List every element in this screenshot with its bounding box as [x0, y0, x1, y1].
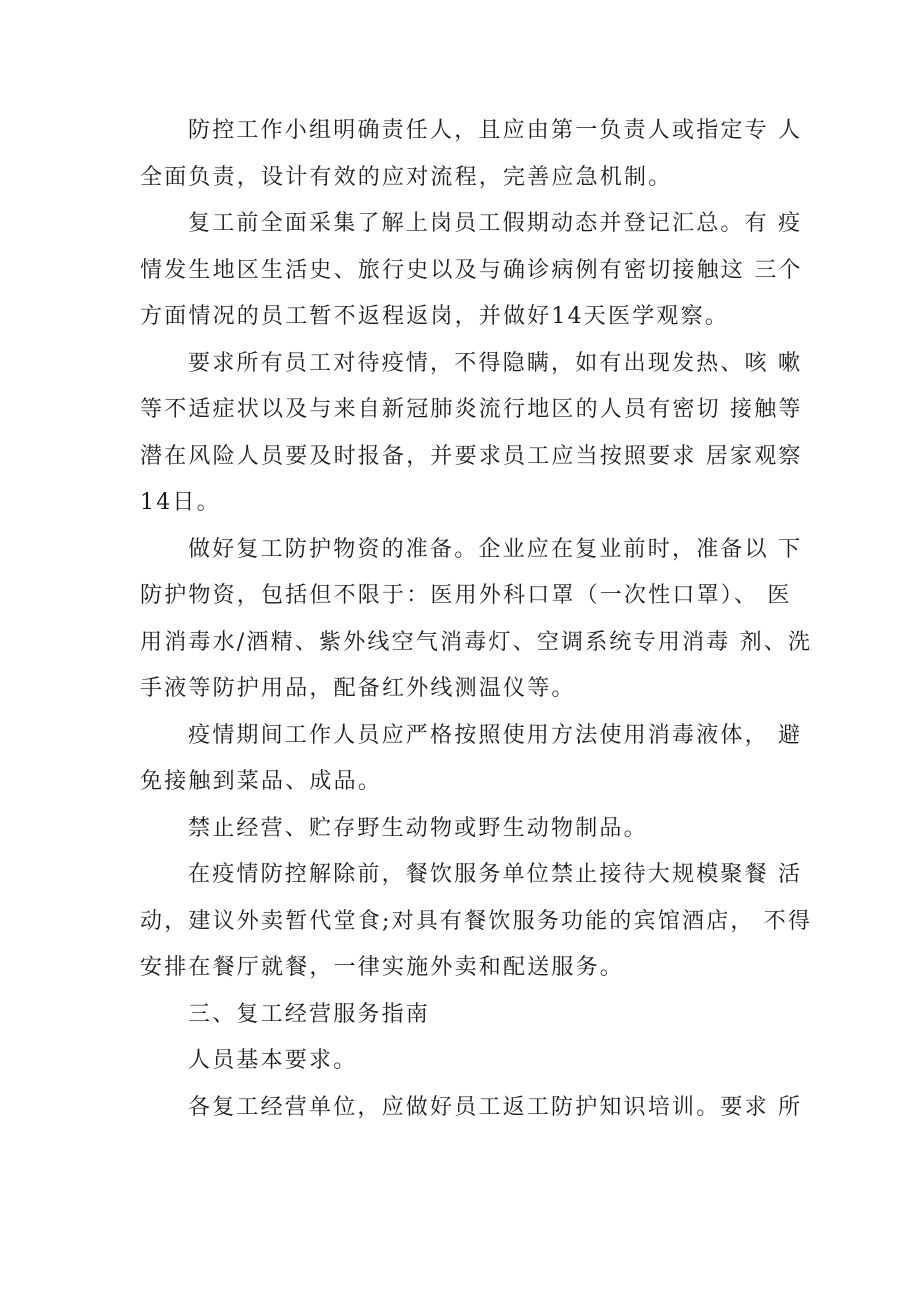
text-line: 方面情况的员工暂不返程返岗，并做好14天医学观察。 — [140, 304, 729, 329]
text-line: 用消毒水/酒精、紫外线空气消毒灯、空调系统专用消毒 剂、洗 — [140, 629, 813, 655]
text-line: 等不适症状以及与来自新冠肺炎流行地区的人员有密切 接触等 — [140, 397, 803, 422]
text-line: 情发生地区生活史、旅行史以及与确诊病例有密切接触这 三个 — [140, 257, 803, 283]
text-line: 各复工经营单位，应做好员工返工防护知识培训。要求 所 — [188, 1094, 803, 1120]
text-line: 复工前全面采集了解上岗员工假期动态并登记汇总。有 疫 — [188, 211, 803, 236]
text-line: 潜在风险人员要及时报备，并要求员工应当按照要求 居家观察 — [140, 443, 803, 469]
text-line: 手液等防护用品，配备红外线测温仪等。 — [140, 676, 576, 701]
document-body — [140, 108, 813, 1131]
text-line: 做好复工防护物资的准备。企业应在复业前时，准备以 下 — [188, 536, 803, 562]
text-line: 防控工作小组明确责任人，且应由第一负责人或指定专 人 — [188, 118, 803, 143]
text-line: 要求所有员工对待疫情，不得隐瞒，如有出现发热、咳 嗽 — [188, 350, 803, 376]
text-line: 动，建议外卖暂代堂食;对具有餐饮服务功能的宾馆酒店， 不得 — [140, 908, 813, 934]
text-line: 在疫情防控解除前，餐饮服务单位禁止接待大规模聚餐 活 — [188, 862, 803, 887]
text-line: 全面负责，设计有效的应对流程，完善应急机制。 — [140, 164, 673, 190]
text-line: 免接触到菜品、成品。 — [140, 769, 383, 794]
text-line: 疫情期间工作人员应严格按照使用方法使用消毒液体， 避 — [188, 722, 803, 748]
text-line: 禁止经营、贮存野生动物或野生动物制品。 — [188, 815, 648, 841]
text-line: 14日。 — [140, 490, 221, 515]
text-line: 安排在餐厅就餐，一律实施外卖和配送服务。 — [140, 955, 625, 980]
subsection-heading: 人员基本要求。 — [188, 1048, 358, 1073]
section-heading: 三、复工经营服务指南 — [188, 1001, 431, 1027]
text-line: 防护物资，包括但不限于：医用外科口罩（一次性口罩）、 医 — [140, 583, 792, 608]
